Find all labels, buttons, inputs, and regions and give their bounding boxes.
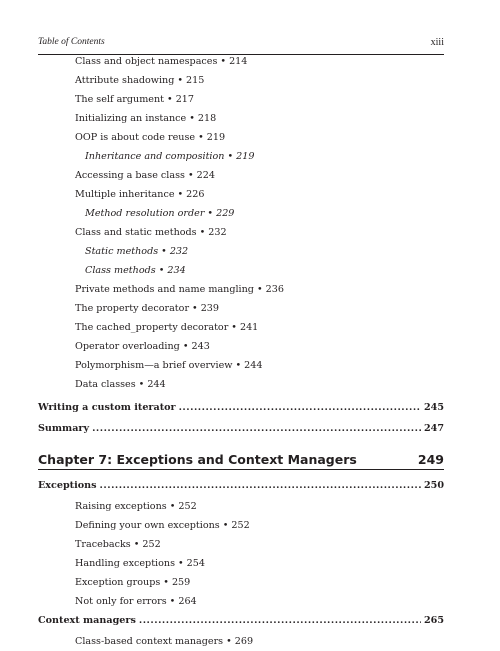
bullet-separator: •	[192, 303, 198, 314]
toc-entry[interactable]	[38, 337, 444, 356]
dot-leader	[92, 423, 421, 434]
entry-page: 243	[191, 341, 210, 352]
toc-entry[interactable]	[38, 299, 444, 318]
entry-title: Attribute shadowing	[75, 75, 175, 86]
toc-entry[interactable]	[38, 166, 444, 185]
bullet-separator: •	[198, 132, 204, 143]
bullet-separator: •	[207, 208, 214, 219]
bullet-separator: •	[187, 170, 194, 181]
toc-entry[interactable]	[38, 71, 444, 90]
toc-entry[interactable]	[38, 147, 444, 166]
entry-title: Tracebacks	[75, 539, 131, 550]
entry-page: 269	[234, 636, 254, 647]
bullet-separator: •	[169, 501, 176, 512]
toc-section[interactable]	[38, 419, 444, 440]
bullet-separator: •	[199, 227, 206, 238]
toc-entries-chapter6	[38, 52, 444, 394]
bullet-separator: •	[182, 341, 189, 352]
section-title: Context managers	[38, 615, 136, 626]
bullet-separator: •	[169, 596, 176, 607]
bullet-separator: •	[226, 636, 232, 647]
entry-title: Defining your own exceptions	[75, 520, 220, 531]
entry-page: 252	[142, 539, 161, 550]
entry-title: Static methods	[85, 246, 159, 257]
toc-entry[interactable]	[38, 204, 444, 223]
toc-entry[interactable]	[38, 535, 444, 554]
bullet-separator: •	[235, 360, 242, 371]
section-title: Summary	[38, 423, 90, 434]
entry-page: 241	[239, 322, 259, 333]
entry-page: 232	[208, 227, 227, 238]
section-title: Writing a custom iterator	[38, 402, 176, 413]
entry-page: 234	[167, 265, 186, 276]
toc-entries-exceptions	[38, 497, 444, 611]
bullet-separator: •	[256, 284, 263, 295]
toc-entry[interactable]	[38, 261, 444, 280]
section-page: 250	[423, 480, 444, 491]
toc-entry[interactable]	[38, 185, 444, 204]
toc-entry[interactable]	[38, 632, 444, 651]
toc-entry[interactable]	[38, 573, 444, 592]
entry-page: 244	[244, 360, 263, 371]
entry-title: Class and object namespaces	[75, 56, 218, 67]
entry-page: 252	[231, 520, 250, 531]
entry-title: The self argument	[75, 94, 165, 105]
toc-entry[interactable]	[38, 280, 444, 299]
toc-entries-context	[38, 632, 444, 651]
entry-title: OOP is about code reuse	[75, 132, 196, 143]
bullet-separator: •	[189, 113, 195, 124]
toc-entry[interactable]	[38, 497, 444, 516]
entry-page: 229	[216, 208, 235, 219]
toc-entry[interactable]	[38, 356, 444, 375]
header-title: Table of Contents	[38, 37, 105, 47]
bullet-separator: •	[231, 322, 237, 333]
dot-leader	[100, 480, 421, 491]
entry-page: 215	[186, 75, 205, 86]
bullet-separator: •	[163, 577, 169, 588]
entry-title: Data classes	[75, 379, 136, 390]
entry-title: Exception groups	[75, 577, 161, 588]
entry-page: 244	[147, 379, 166, 390]
entry-title: Initializing an instance	[75, 113, 187, 124]
section-title: Exceptions	[38, 480, 97, 491]
entry-page: 219	[236, 151, 255, 162]
entry-page: 259	[171, 577, 191, 588]
entry-title: Accessing a base class	[75, 170, 185, 181]
entry-title: Multiple inheritance	[75, 189, 175, 200]
section-page: 247	[423, 423, 444, 434]
bullet-separator: •	[177, 189, 184, 200]
bullet-separator: •	[178, 558, 184, 569]
entry-title: Inheritance and composition	[85, 151, 225, 162]
entry-title: The property decorator	[75, 303, 190, 314]
entry-title: Raising exceptions	[75, 501, 167, 512]
toc-sections-chapter6	[38, 398, 444, 440]
toc-entry[interactable]	[38, 109, 444, 128]
toc-section[interactable]	[38, 476, 444, 497]
bullet-separator: •	[158, 265, 165, 276]
toc-entry[interactable]	[38, 318, 444, 337]
entry-title: The cached_property decorator	[75, 322, 229, 333]
entry-page: 219	[206, 132, 226, 143]
bullet-separator: •	[167, 94, 173, 105]
entry-title: Private methods and name mangling	[75, 284, 254, 295]
entry-page: 218	[197, 113, 217, 124]
bullet-separator: •	[138, 379, 145, 390]
entry-page: 236	[265, 284, 284, 295]
entry-title: Method resolution order	[85, 208, 205, 219]
toc-entry[interactable]	[38, 242, 444, 261]
toc-entry[interactable]	[38, 516, 444, 535]
toc-entry[interactable]	[38, 592, 444, 611]
toc-entry[interactable]	[38, 554, 444, 573]
entry-page: 217	[175, 94, 194, 105]
entry-page: 239	[200, 303, 220, 314]
section-page: 245	[423, 402, 444, 413]
entry-title: Class-based context managers	[75, 636, 224, 647]
chapter-title: Chapter 7: Exceptions and Context Managers	[38, 452, 357, 467]
entry-title: Class and static methods	[75, 227, 197, 238]
entry-title: Operator overloading	[75, 341, 180, 352]
entry-title: Polymorphism—a brief overview	[75, 360, 233, 371]
entry-page: 224	[196, 170, 215, 181]
toc-section[interactable]	[38, 611, 444, 632]
entry-title: Not only for errors	[75, 596, 167, 607]
toc-entry[interactable]	[38, 128, 444, 147]
bullet-separator: •	[133, 539, 140, 550]
entry-page: 214	[229, 56, 248, 67]
toc-entry[interactable]	[38, 375, 444, 394]
table-of-contents	[38, 52, 444, 651]
entry-page: 264	[178, 596, 197, 607]
toc-section[interactable]	[38, 398, 444, 419]
toc-entry[interactable]	[38, 90, 444, 109]
header-page-number: xiii	[430, 37, 444, 48]
entry-page: 232	[169, 246, 189, 257]
bullet-separator: •	[222, 520, 229, 531]
section-page: 265	[423, 615, 444, 626]
toc-entry[interactable]	[38, 52, 444, 71]
bullet-separator: •	[177, 75, 184, 86]
bullet-separator: •	[220, 56, 227, 67]
entry-title: Handling exceptions	[75, 558, 175, 569]
chapter-heading[interactable]	[38, 440, 444, 470]
bullet-separator: •	[161, 246, 167, 257]
bullet-separator: •	[227, 151, 234, 162]
entry-page: 254	[186, 558, 205, 569]
entry-page: 252	[178, 501, 197, 512]
entry-title: Class methods	[85, 265, 156, 276]
entry-page: 226	[186, 189, 205, 200]
dot-leader	[179, 402, 421, 413]
chapter-page: 249	[417, 452, 444, 467]
toc-entry[interactable]	[38, 223, 444, 242]
